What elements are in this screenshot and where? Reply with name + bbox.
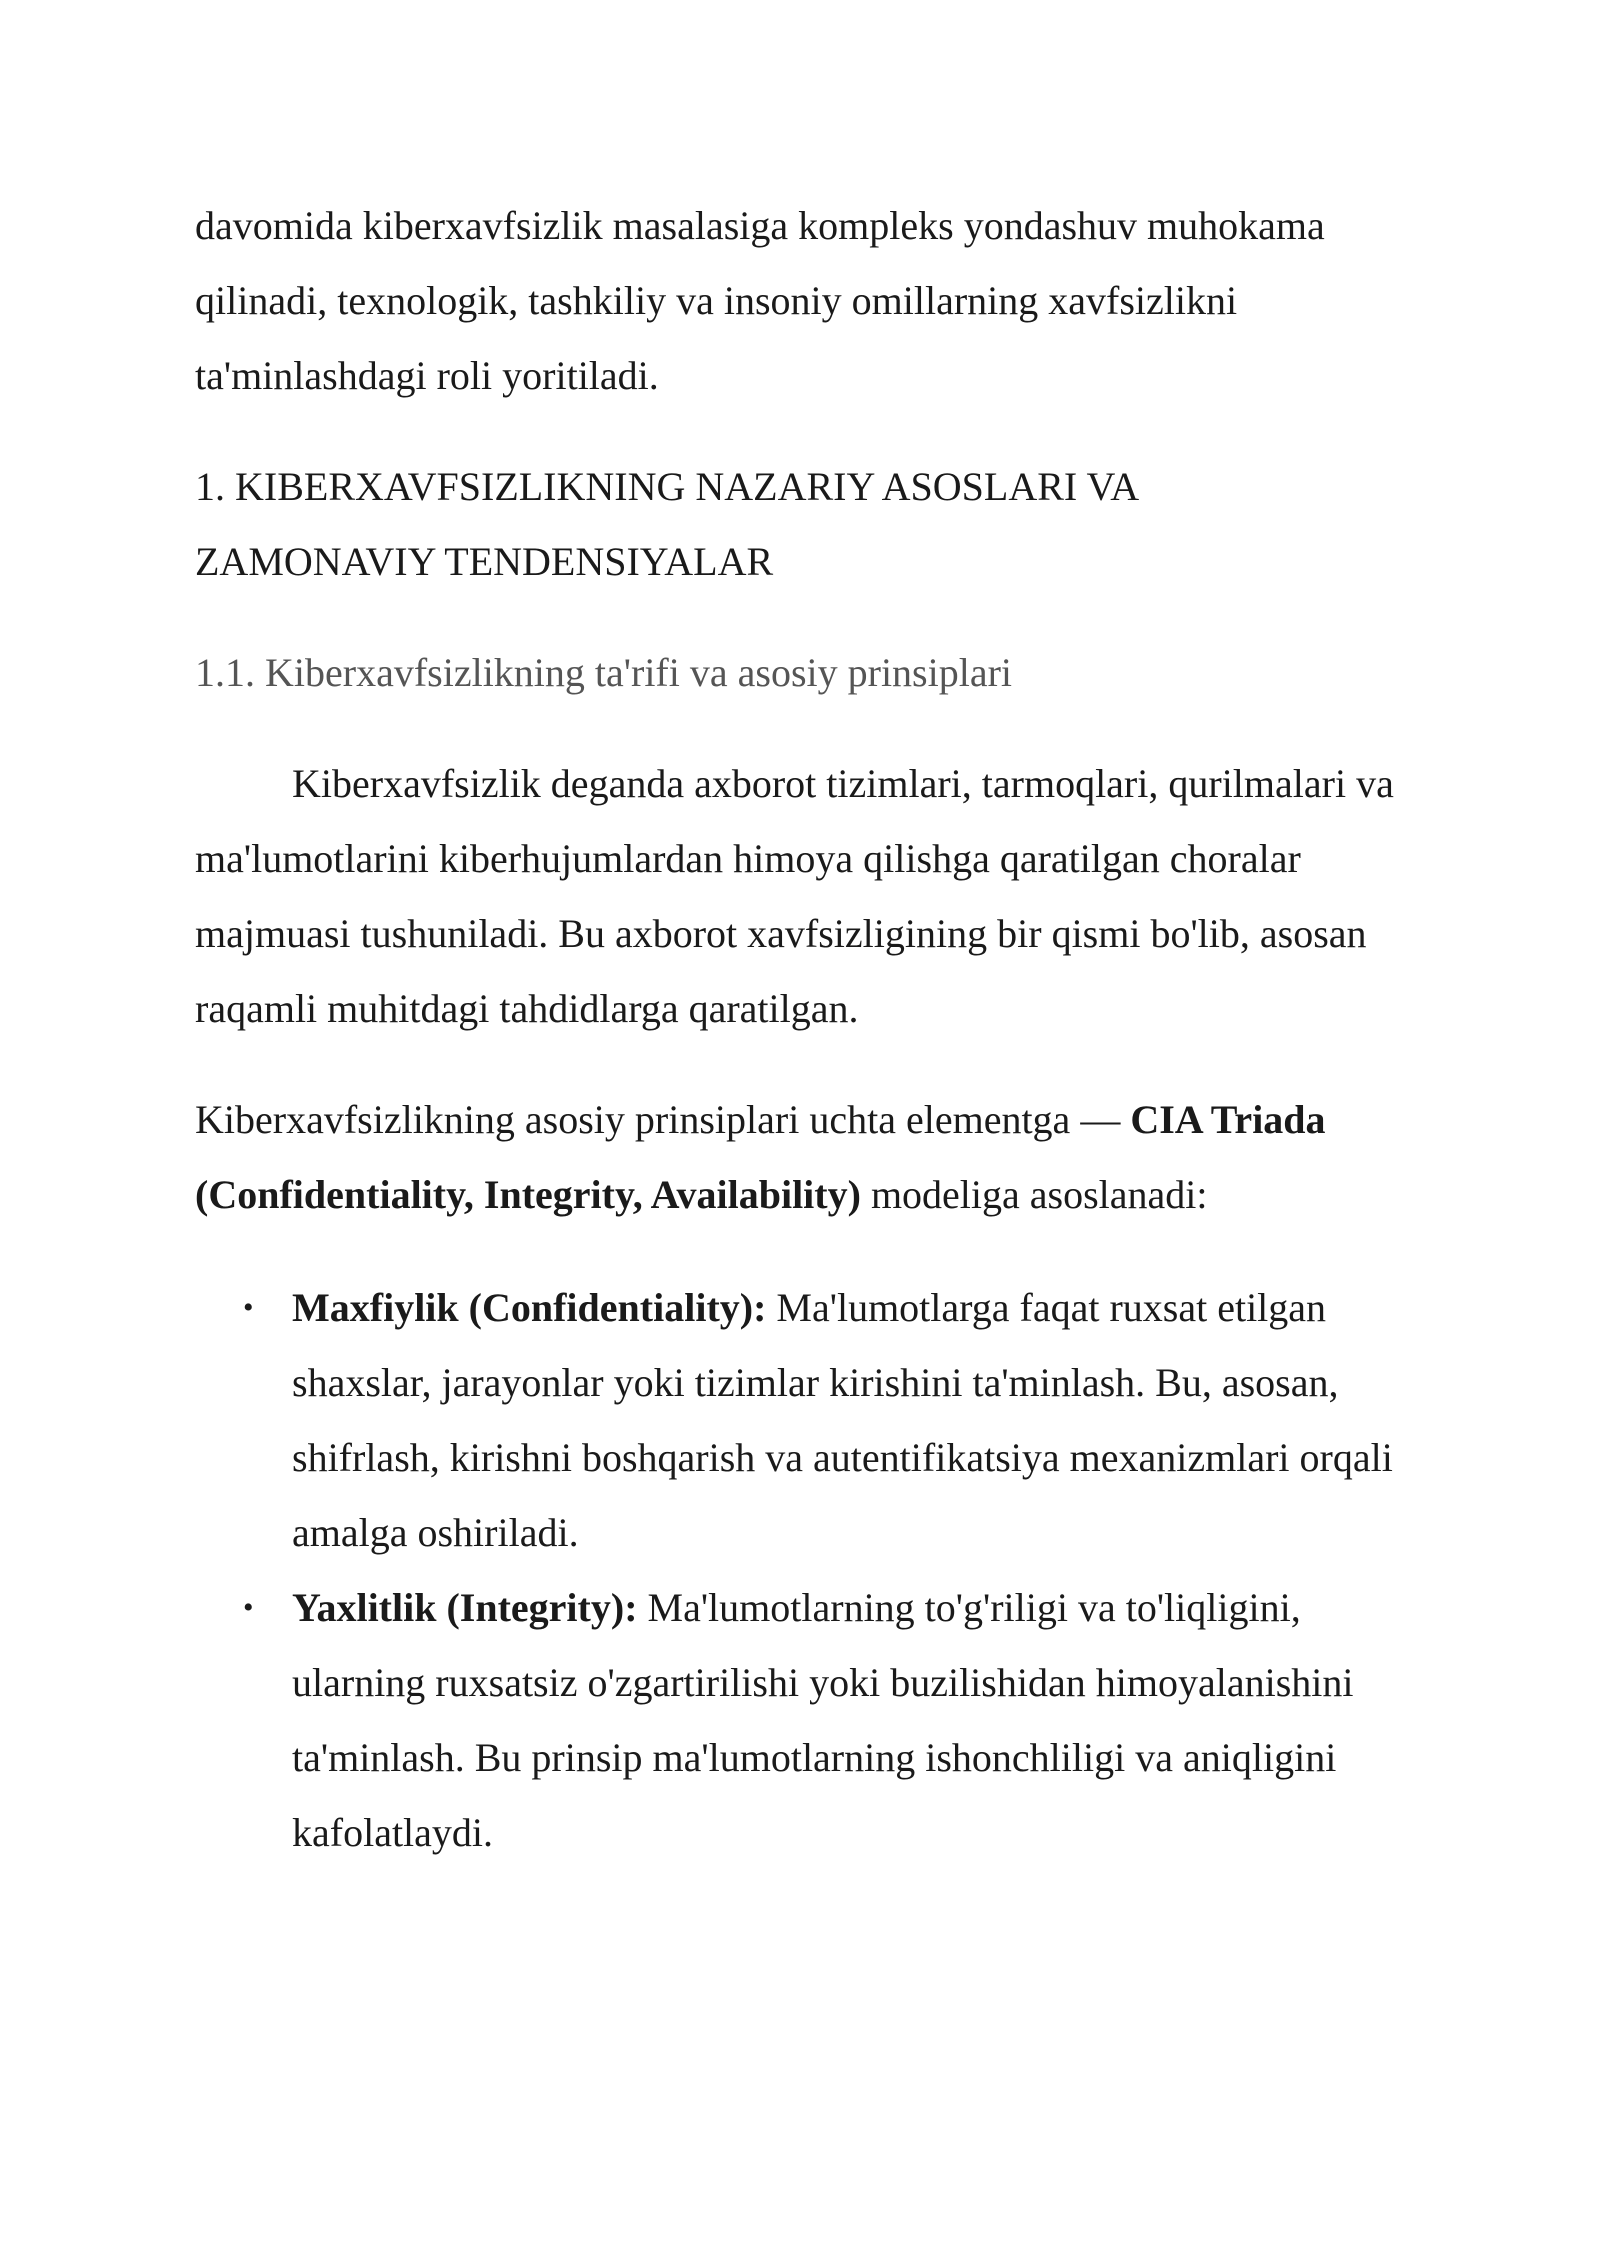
cia-text-after: modeliga asoslanadi: (860, 1172, 1208, 1217)
section-heading-line-1: 1. KIBERXAVFSIZLIKNING NAZARIY ASOSLARI VA (195, 464, 1140, 509)
principles-list (195, 1270, 1425, 1870)
definition-paragraph: Kiberxavfsizlik deganda axborot tizimlari, tarmoqlari, qurilmalari va ma'lumotlarini kiberhujumlardan himoya qilishga qaratilgan choralar majmuasi tushuniladi. Bu axborot xavfsizligining bir qismi bo'lib, asosan raqamli muhitdagi tahdidlarga qaratilgan. (195, 761, 1394, 1031)
principle-term: Maxfiylik (Confidentiality): (292, 1285, 767, 1330)
cia-triad-term: CIA Triada (Confidentiality, Integrity, Availability) (195, 1097, 1326, 1217)
principle-term: Yaxlitlik (Integrity): (292, 1585, 638, 1630)
principle-description: Ma'lumotlarga faqat ruxsat etilgan shaxslar, jarayonlar yoki tizimlar kirishini ta'minlash. Bu, asosan, shifrlash, kirishni boshqarish va autentifikatsiya mexanizmlari orqali amalga oshiriladi. (292, 1285, 1393, 1555)
cia-text-before: Kiberxavfsizlikning asosiy prinsiplari uchta elementga — (195, 1097, 1131, 1142)
intro-paragraph: davomida kiberxavfsizlik masalasiga kompleks yondashuv muhokama qilinadi, texnologik, tashkiliy va insoniy omillarning xavfsizlikni ta'minlashdagi roli yoritiladi. (195, 203, 1325, 398)
section-heading-line-2: ZAMONAVIY TENDENSIYALAR (195, 539, 774, 584)
list-item (195, 1570, 1425, 1870)
document-page (195, 188, 1425, 1870)
bullet-icon: • (243, 1291, 254, 1324)
cia-paragraph (195, 1082, 1425, 1232)
principle-description: Ma'lumotlarning to'g'riligi va to'liqligini, ularning ruxsatsiz o'zgartirilishi yoki buzilishidan himoyalanishini ta'minlash. Bu prinsip ma'lumotlarning ishonchliligi va aniqligini kafolatlaydi. (292, 1585, 1354, 1855)
section-heading (195, 449, 1425, 599)
list-item (195, 1270, 1425, 1570)
subsection-heading: 1.1. Kiberxavfsizlikning ta'rifi va asosiy prinsiplari (195, 650, 1013, 695)
bullet-icon: • (243, 1591, 254, 1624)
